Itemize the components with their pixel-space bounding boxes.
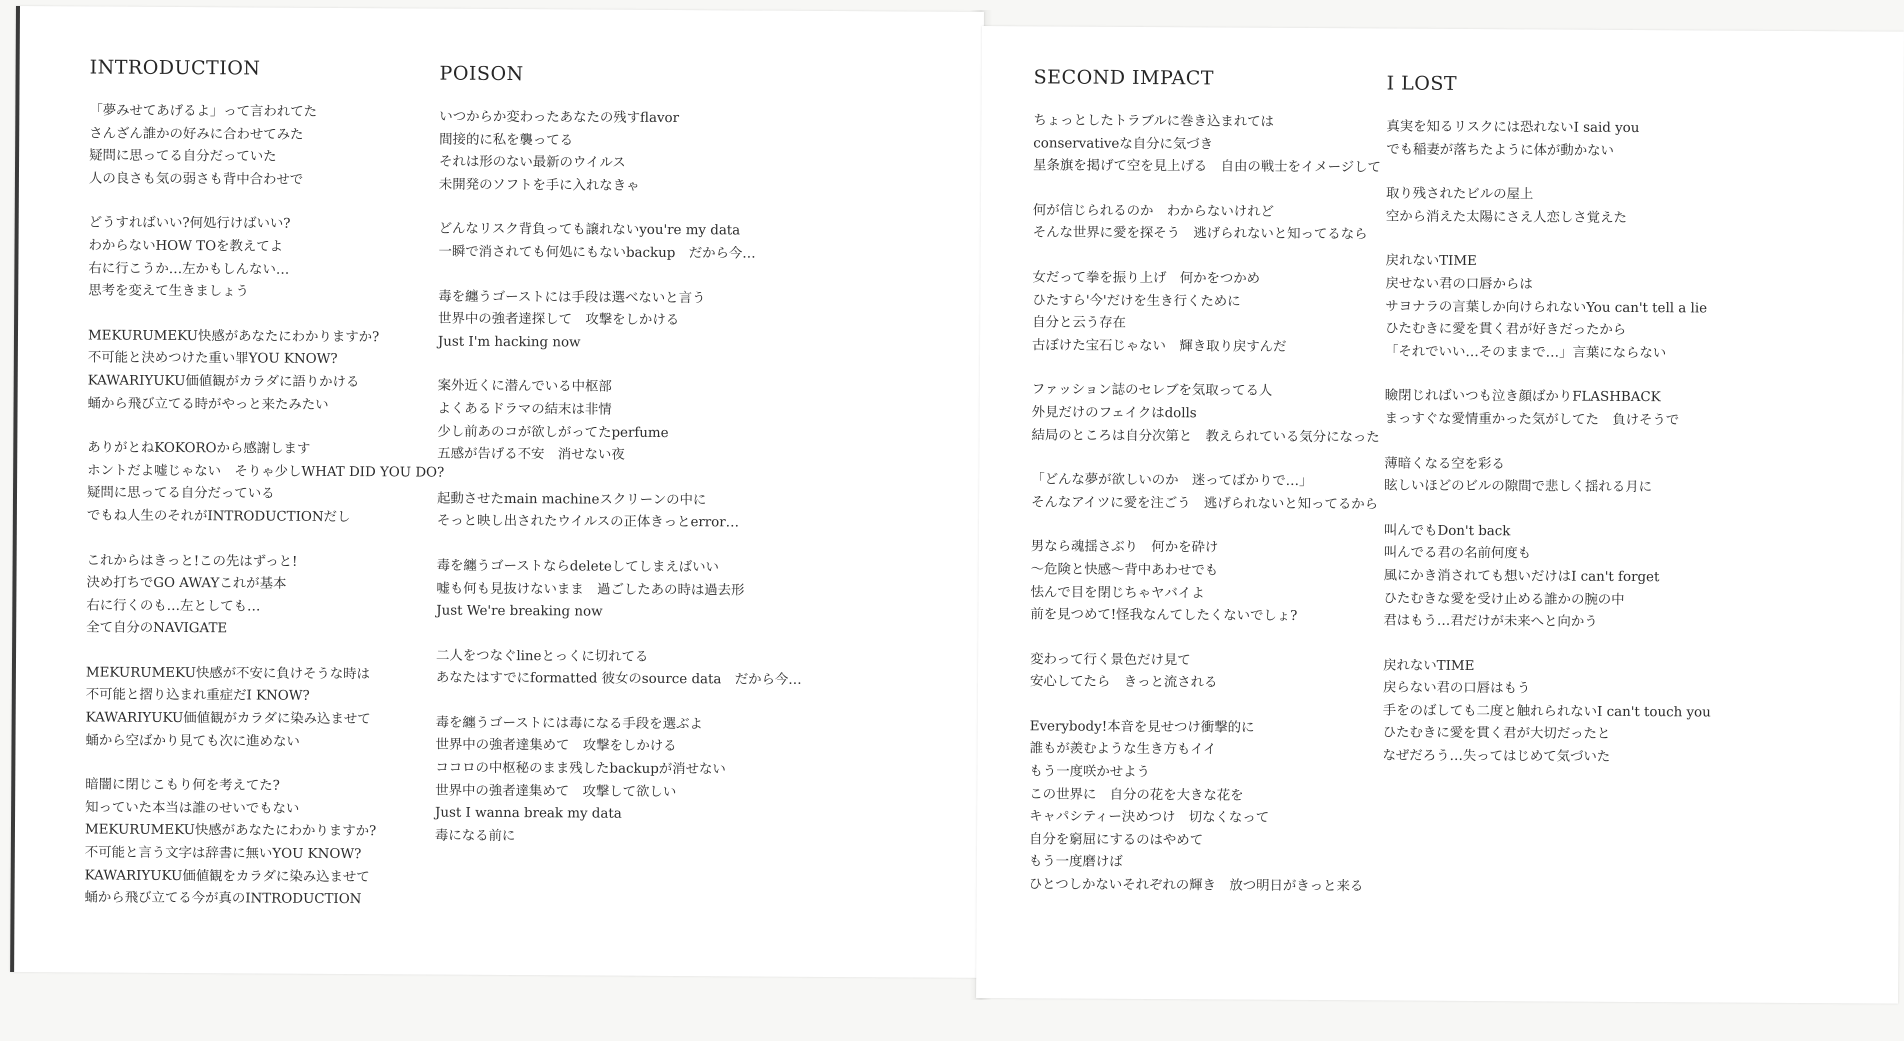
lyric-line: 世界中の強者達集めて 攻撃して欲しい	[435, 783, 677, 800]
lyric-line: KAWARIYUKU価値観をカラダに染み込ませて	[84, 868, 370, 885]
lyric-line: 右に行こうか…左かもしんない…	[88, 261, 290, 278]
lyric-line: 風にかき消されても想いだけはI can't forget	[1383, 568, 1660, 586]
lyric-line: 男なら魂揺さぶり 何かを砕け	[1030, 539, 1219, 556]
lyric-line: 瞼閉じればいつも泣き顔ばかりFLASHBACK	[1384, 388, 1661, 406]
song-title: SECOND IMPACT	[1033, 66, 1215, 90]
lyric-stanza	[1385, 251, 1806, 367]
song-title: I LOST	[1386, 72, 1458, 95]
lyric-line: でも稲妻が落ちたように体が動かない	[1386, 142, 1614, 159]
lyric-line: MEKURUMEKU快感があなたにわかりますか?	[84, 822, 377, 840]
lyric-line: 人の良さも気の弱さも背中合わせで	[88, 171, 304, 188]
lyric-stanza	[437, 376, 858, 469]
lyric-line: ココロの中枢秘のまま残したbackupが消せない	[435, 760, 726, 778]
lyric-stanza	[1382, 655, 1803, 771]
lyric-stanza	[435, 712, 856, 850]
lyric-line: 蛹から飛び立てる今が真のINTRODUCTION	[84, 890, 362, 908]
lyric-line: ちょっとしたトラブルに巻き込まれては	[1033, 113, 1274, 130]
lyric-stanza	[437, 488, 857, 536]
lyric-stanza	[438, 286, 858, 356]
lyric-line: 不可能と言う文字は辞書に無いYOU KNOW?	[84, 845, 362, 863]
lyric-line: 前を見つめて!怪我なんてしたくないでしょ?	[1030, 607, 1298, 625]
lyric-line: 「夢みせてあげるよ」って言われてた	[89, 103, 318, 120]
lyric-line: まっすぐな愛情重かった気がしてた 負けそうで	[1384, 411, 1680, 429]
lyric-line: 戻らない君の口唇はもう	[1382, 680, 1531, 697]
lyric-line: 嘘も何も見抜けないまま 過ごしたあの時は過去形	[436, 581, 745, 598]
lyric-line: 結局のところは自分次第と 教えられている気分になった	[1031, 427, 1380, 445]
lyric-line: もう一度咲かせよう	[1029, 764, 1151, 781]
lyric-stanza	[439, 107, 860, 200]
lyric-line: MEKURUMEKU快感が不安に負けそうな時は	[85, 665, 371, 683]
lyric-line: ひたむきな愛を受け止める誰かの腕の中	[1383, 590, 1625, 608]
song-column	[435, 63, 860, 873]
lyric-line: ひたすら'今'だけを生き行くために	[1032, 292, 1241, 310]
lyric-stanza	[436, 555, 856, 625]
lyric-line: 未開発のソフトを手に入れなきゃ	[438, 177, 640, 194]
lyric-line: 蛹から飛び立てる時がやっと来たみたい	[87, 395, 329, 413]
lyric-line: この世界に 自分の花を大きな花を	[1029, 786, 1244, 804]
lyric-line: 一瞬で消されても何処にもないbackup だから今…	[438, 244, 756, 262]
lyric-line: 戻れないTIME	[1385, 253, 1477, 270]
lyric-line: 取り残されたビルの屋上	[1385, 186, 1534, 203]
lyric-line: 古ぼけた宝石じゃない 輝き取り戻すんだ	[1032, 338, 1287, 355]
lyric-stanza	[1384, 453, 1804, 501]
lyric-line: 右に行くのも…左としても…	[86, 598, 261, 615]
lyric-line: 不可能と決めつけた重い罪YOU KNOW?	[87, 350, 338, 368]
lyric-line: Just I wanna break my data	[435, 805, 622, 822]
lyric-line: 君はもう…君だけが未来へと向かう	[1383, 613, 1598, 630]
lyric-line: KAWARIYUKU価値観がカラダに染み込ませて	[85, 710, 371, 728]
lyric-line: どんなリスク背負っても譲れないyou're my data	[438, 221, 741, 239]
lyric-line: 五感が告げる不安 消せない夜	[437, 446, 625, 463]
lyric-line: 少し前あのコが欲しがってたperfume	[437, 424, 669, 441]
lyric-line: 間接的に私を襲ってる	[439, 132, 574, 148]
lyric-line: キャパシティー決めつけ 切なくなって	[1029, 809, 1270, 827]
lyric-line: わからないHOW TOを教えてよ	[88, 238, 284, 255]
lyric-line: 疑問に思ってる自分だっていた	[89, 148, 277, 165]
lyric-line: 何が信じられるのか わからないけれど	[1032, 203, 1274, 220]
lyric-line: 戻れないTIME	[1383, 658, 1475, 674]
lyric-line: 「それでいい…そのままで…」言葉にならない	[1384, 344, 1667, 361]
lyric-line: そっと映し出されたウイルスの正体きっとerror…	[436, 513, 740, 531]
lyric-line: どうすればいい?何処行けばいい?	[88, 215, 291, 233]
lyric-stanza	[1386, 184, 1806, 232]
lyric-line: 毒を纏うゴーストには毒になる手段を選ぶよ	[435, 715, 703, 733]
song-title: POISON	[439, 62, 524, 86]
lyric-line: なぜだろう…失ってはじめて気づいた	[1382, 748, 1611, 765]
lyric-line: 二人をつなぐlineとっくに切れてる	[435, 648, 649, 665]
song-title: INTRODUCTION	[89, 56, 261, 80]
lyric-line: 叫んでもDon't back	[1383, 523, 1511, 539]
lyric-line: 眩しいほどのビルの隙間で悲しく揺れる月に	[1384, 478, 1653, 496]
lyric-line: 空から消えた太陽にさえ人恋しさ覚えた	[1385, 209, 1627, 226]
lyric-line: 変わって行く景色だけ見て	[1030, 651, 1191, 668]
lyric-line: MEKURUMEKU快感があなたにわかりますか?	[87, 328, 380, 345]
lyric-line: これからはきっと!この先はずっと!	[86, 552, 298, 570]
lyric-line: 知っていた本当は誰のせいでもない	[85, 800, 300, 817]
lyric-line: よくあるドラマの結末は非情	[437, 401, 612, 418]
lyric-line: Just We're breaking now	[436, 603, 603, 620]
lyric-line: ひとつしかないそれぞれの輝き 放つ明日がきっと来る	[1028, 877, 1364, 895]
song-column	[1382, 72, 1806, 792]
lyric-line: ～危険と快感～背中あわせでも	[1030, 562, 1219, 579]
lyric-line: 外見だけのフェイクはdolls	[1031, 405, 1197, 422]
lyric-line: 毒を纏うゴーストならdeleteしてしまえばいい	[436, 558, 720, 576]
lyric-line: 世界中の強者達探して 攻撃をしかける	[438, 311, 680, 329]
lyric-line: 不可能と摺り込まれ重症だI KNOW?	[85, 687, 310, 705]
lyric-line: 戻せない君の口唇からは	[1385, 276, 1533, 293]
lyric-line: 思考を変えて生きましょう	[88, 283, 249, 300]
lyric-line: でもね人生のそれがINTRODUCTIONだし	[86, 508, 351, 525]
lyric-stanza	[1385, 386, 1805, 434]
lyric-line: 誰もが羨むような生き方もイイ	[1029, 741, 1217, 758]
lyric-line: 起動させたmain machineスクリーンの中に	[436, 491, 707, 508]
lyric-line: 毒になる前に	[434, 828, 516, 844]
lyric-line: 世界中の強者達集めて 攻撃をしかける	[435, 738, 677, 755]
lyric-line: さんざん誰かの好みに合わせてみた	[89, 126, 304, 143]
lyric-line: 案外近くに潜んでいる中枢部	[437, 378, 612, 395]
lyric-line: 自分と云う存在	[1032, 315, 1126, 332]
lyric-line: 真実を知るリスクには恐れないI said you	[1386, 119, 1640, 137]
left-page	[10, 6, 984, 978]
lyric-line: いつからか変わったあなたの残すflavor	[439, 109, 680, 127]
lyric-stanza	[1386, 116, 1806, 164]
lyric-line: 女だって拳を振り上げ 何かをつかめ	[1032, 270, 1261, 287]
lyric-line: ひたむきに愛を貫く君が大切だったと	[1382, 725, 1611, 743]
lyric-stanza	[1383, 520, 1804, 636]
lyric-line: 暗闇に閉じこもり何を考えてた?	[85, 777, 280, 794]
lyric-line: 毒を纏うゴーストには手段は選べないと言う	[438, 289, 706, 306]
lyric-line: 「どんな夢が欲しいのか 迷ってばかりで…」	[1031, 472, 1313, 490]
right-page	[976, 26, 1904, 1004]
lyric-line: 自分を窮屈にするのはやめて	[1028, 832, 1204, 849]
lyric-line: 決め打ちでGO AWAYこれが基本	[86, 575, 287, 592]
lyric-line: 薄暗くなる空を彩る	[1384, 455, 1505, 472]
lyric-line: サヨナラの言葉しか向けられないYou can't tell a lie	[1385, 299, 1708, 316]
lyric-line: 安心してたら きっと流される	[1029, 674, 1218, 691]
lyric-stanza	[438, 219, 858, 267]
lyric-line: 叫んでる君の名前何度も	[1383, 545, 1532, 562]
lyric-line: 蛹から空ばかり見ても次に進めない	[85, 733, 300, 750]
lyric-line: 怯んで目を閉じちゃヤバイよ	[1030, 584, 1205, 601]
lyric-line: 全て自分のNAVIGATE	[86, 620, 228, 637]
lyric-line: conservativeな自分に気づき	[1033, 135, 1214, 153]
lyric-line: もう一度磨けば	[1028, 854, 1123, 871]
lyric-line: 星条旗を掲げて空を見上げる 自由の戦士をイメージして	[1033, 158, 1381, 176]
lyric-line: 疑問に思ってる自分だっている	[86, 485, 275, 502]
lyric-line: そんなアイツに愛を注ごう 逃げられないと知ってるから	[1031, 495, 1379, 513]
lyric-line: Just I'm hacking now	[437, 334, 581, 351]
lyric-line: Everybody!本音を見せつけ衝撃的に	[1029, 719, 1255, 736]
lyric-line: KAWARIYUKU価値観がカラダに語りかける	[87, 373, 360, 391]
lyric-line: ありがとねKOKOROから感謝します	[87, 440, 311, 457]
lyric-line: それは形のない最新のウイルス	[439, 154, 626, 171]
lyric-stanza	[436, 645, 856, 693]
lyric-line: あなたはすでにformatted 彼女のsource data だから今…	[435, 670, 802, 689]
lyric-line: 手をのばしても二度と触れられないI can't touch you	[1382, 703, 1711, 721]
lyric-line: そんな世界に愛を探そう 逃げられないと知ってるなら	[1032, 225, 1368, 243]
lyric-line: ひたむきに愛を貫く君が好きだったから	[1385, 321, 1627, 339]
lyric-line: ホントだよ嘘じゃない そりゃ少しWHAT DID YOU DO?	[87, 463, 445, 481]
lyric-line: ファッション誌のセレブを気取ってる人	[1031, 382, 1273, 400]
